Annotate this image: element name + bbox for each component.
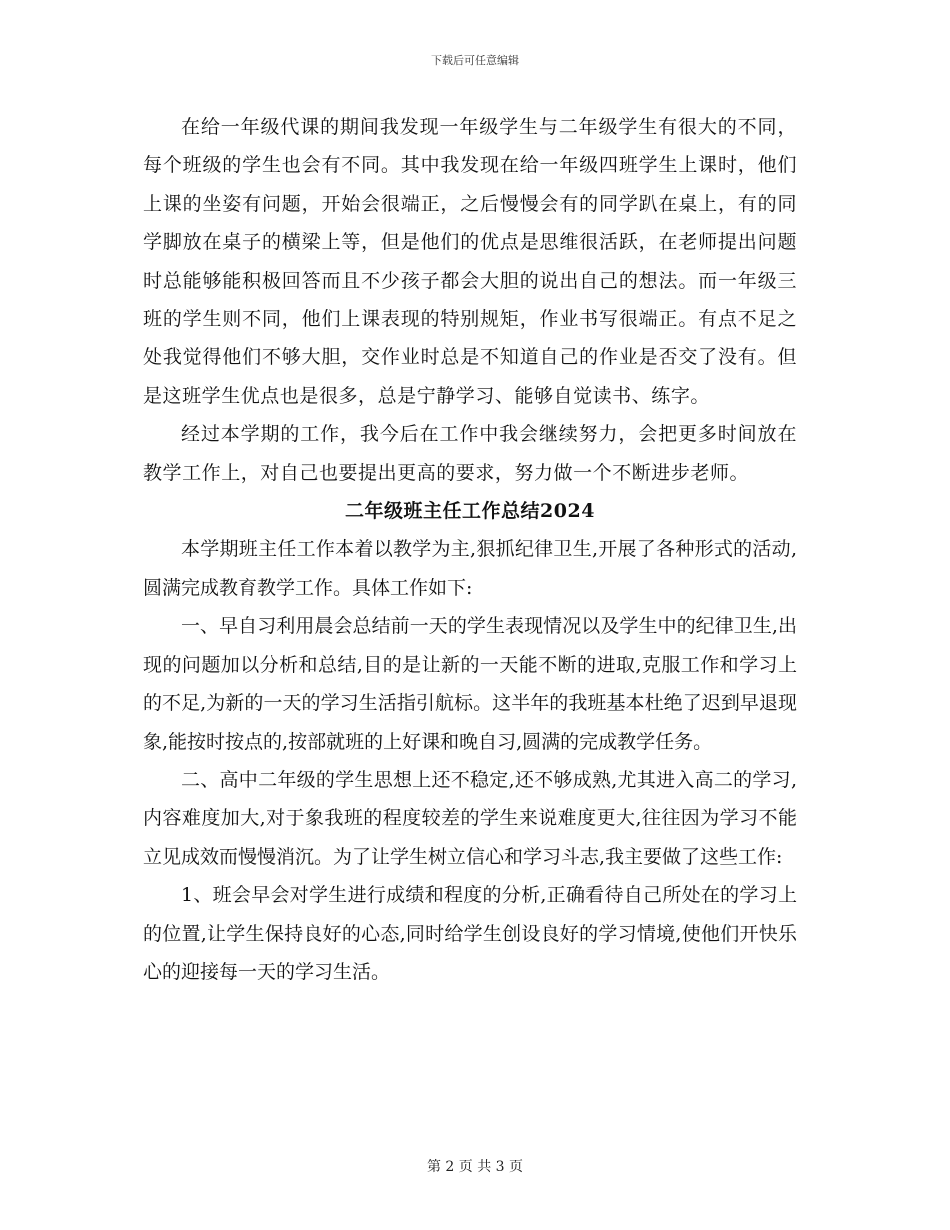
paragraph-subitem-one: 1、班会早会对学生进行成绩和程度的分析,正确看待自己所处在的学习上的位置,让学生保持良好的心态,同时给学生创设良好的学习情境,使他们开快乐心的迎接每一天的学习生活。	[143, 884, 797, 983]
paragraph-intro: 本学期班主任工作本着以教学为主,狠抓纪律卫生,开展了各种形式的活动,圆满完成教育教学工作。具体工作如下:	[143, 538, 797, 599]
paragraph-class-observation: 在给一年级代课的期间我发现一年级学生与二年级学生有很大的不同，每个班级的学生也会有不同。其中我发现在给一年级四班学生上课时，他们上课的坐姿有问题，开始会很端正，之后慢慢会有的同学趴在桌上，有的同学脚放在桌子的横梁上等，但是他们的优点是思维很活跃，在老师提出问题时总能够能积极回答而且不少孩子都会大胆的说出自己的想法。而一年级三班的学生则不同，他们上课表现的特别规矩，作业书写很端正。有点不足之处我觉得他们不够大胆，交作业时总是不知道自己的作业是否交了没有。但是这班学生优点也是很多，总是宁静学习、能够自觉读书、练字。	[143, 116, 797, 407]
page-indicator: 第 2 页 共 3 页	[426, 1159, 524, 1175]
document-body	[143, 108, 797, 991]
paragraph-future-plan: 经过本学期的工作，我今后在工作中我会继续努力，会把更多时间放在教学工作上，对自己也要提出更高的要求，努力做一个不断进步老师。	[143, 423, 797, 484]
header-note: 下载后可任意编辑	[431, 54, 519, 67]
paragraph-item-one: 一、早自习利用晨会总结前一天的学生表现情况以及学生中的纪律卫生,出现的问题加以分析和总结,目的是让新的一天能不断的进取,克服工作和学习上的不足,为新的一天的学习生活指引航标。这半年的我班基本杜绝了迟到早退现象,能按时按点的,按部就班的上好课和晚自习,圆满的完成教学任务。	[143, 615, 797, 753]
section-title: 二年级班主任工作总结2024	[345, 500, 595, 523]
paragraph-item-two: 二、高中二年级的学生思想上还不稳定,还不够成熟,尤其进入高二的学习,内容难度加大,对于象我班的程度较差的学生来说难度更大,往往因为学习不能立见成效而慢慢消沉。为了让学生树立信心和学习斗志,我主要做了这些工作:	[143, 768, 797, 868]
